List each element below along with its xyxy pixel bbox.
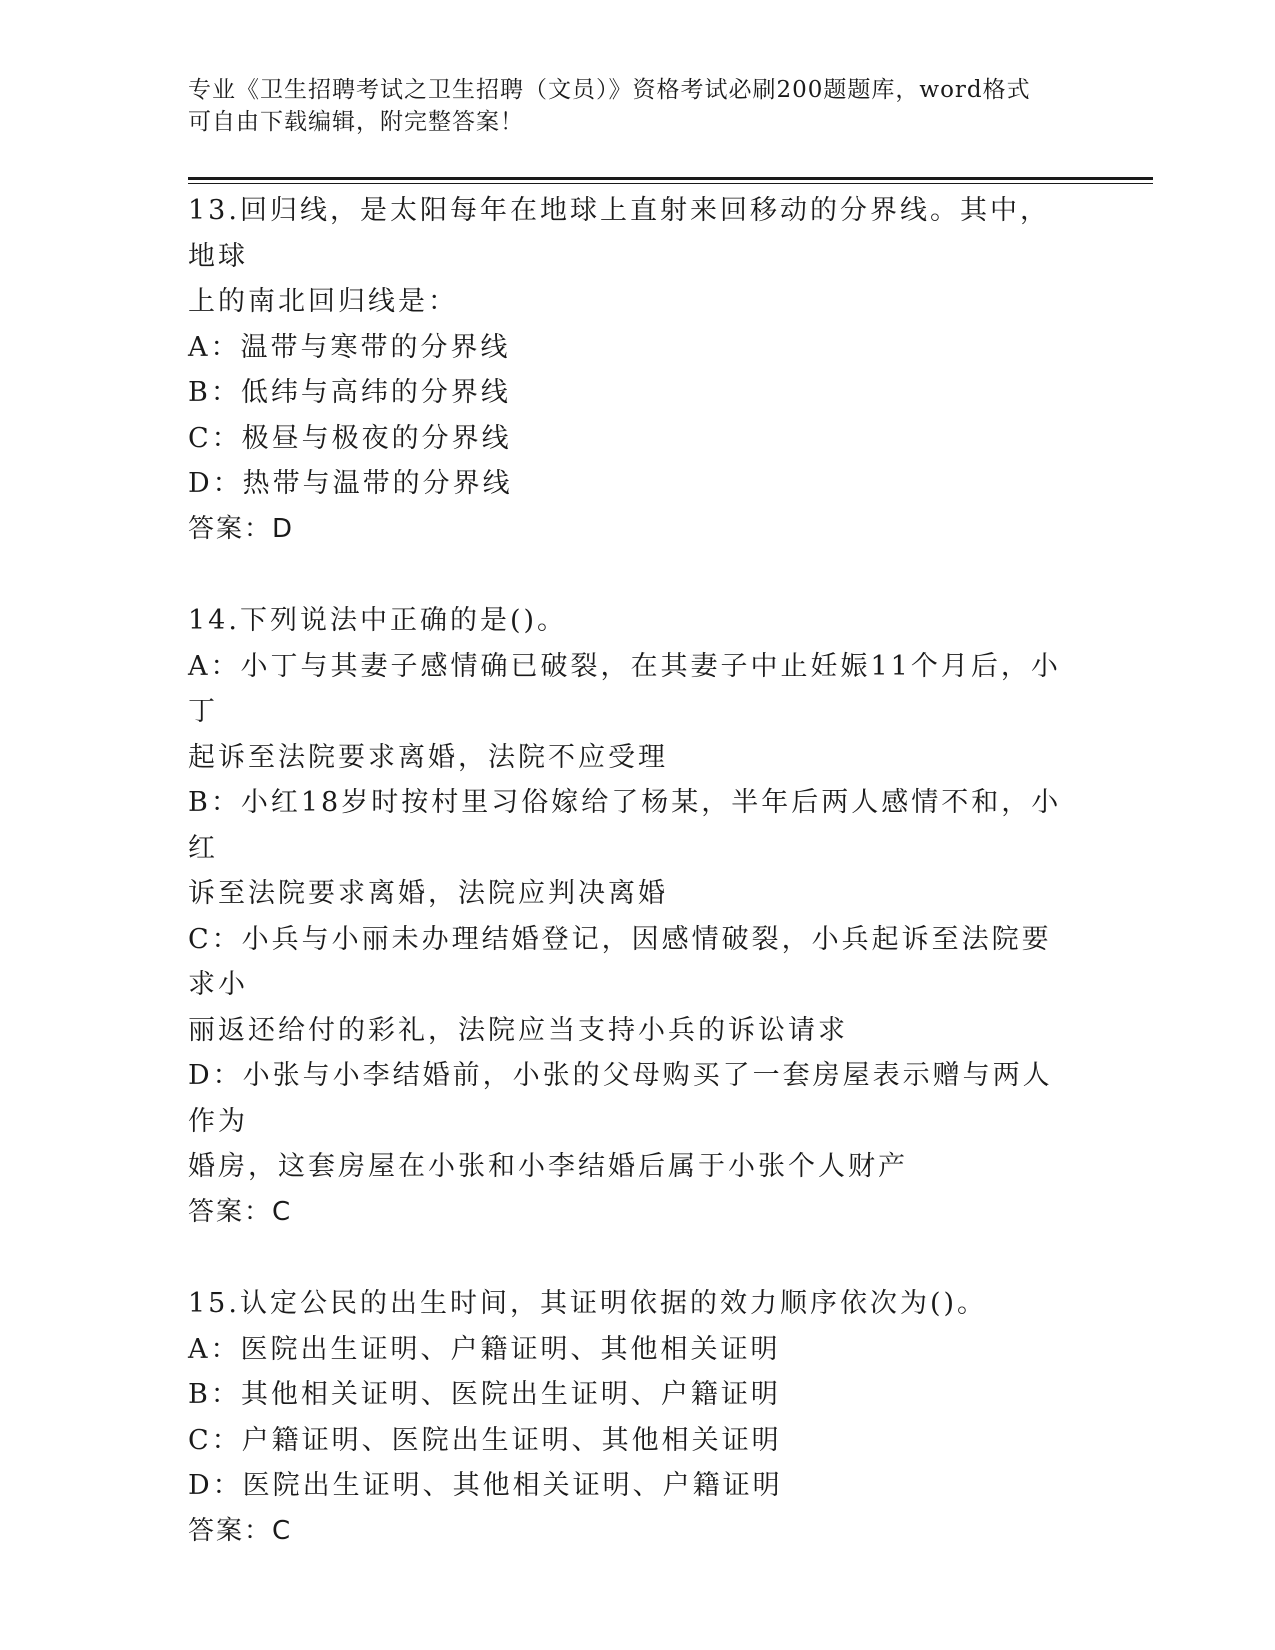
option-b: B：其他相关证明、医院出生证明、户籍证明 — [188, 1379, 781, 1410]
question-15 — [188, 1281, 1078, 1554]
answer-line: 答案：D — [188, 513, 295, 544]
question-list — [188, 188, 1078, 1600]
question-14 — [188, 598, 1078, 1235]
option-a: A：医院出生证明、户籍证明、其他相关证明 — [188, 1333, 781, 1365]
option-a: A：小丁与其妻子感情确已破裂，在其妻子中止妊娠11个月后，小丁 — [188, 650, 1061, 727]
option-b: B：低纬与高纬的分界线 — [188, 377, 511, 408]
question-13 — [188, 188, 1078, 552]
option-c: C：小兵与小丽未办理结婚登记，因感情破裂，小兵起诉至法院要求小 — [188, 923, 1052, 1000]
question-stem-line: 15.认定公民的出生时间，其证明依据的效力顺序依次为()。 — [188, 1288, 988, 1319]
header-divider-thick — [188, 177, 1153, 180]
question-stem-line: 13.回归线，是太阳每年在地球上直射来回移动的分界线。其中，地球 — [188, 195, 1050, 272]
option-b-continued: 诉至法院要求离婚，法院应判决离婚 — [188, 878, 668, 909]
option-a-continued: 起诉至法院要求离婚，法院不应受理 — [188, 741, 668, 773]
question-stem-line: 14.下列说法中正确的是()。 — [188, 605, 568, 636]
question-stem-line: 上的南北回归线是： — [188, 286, 458, 317]
option-c: C：户籍证明、医院出生证明、其他相关证明 — [188, 1424, 782, 1456]
answer-line: 答案：C — [188, 1515, 293, 1546]
option-c-continued: 丽返还给付的彩礼，法院应当支持小兵的诉讼请求 — [188, 1014, 848, 1046]
option-b: B：小红18岁时按村里习俗嫁给了杨某，半年后两人感情不和，小红 — [188, 787, 1062, 864]
header-line-2: 可自由下载编辑，附完整答案！ — [188, 109, 524, 135]
option-d: D：医院出生证明、其他相关证明、户籍证明 — [188, 1470, 783, 1501]
header-divider-thin — [188, 183, 1153, 184]
header-line-1: 专业《卫生招聘考试之卫生招聘（文员）》资格考试必刷200题题库，word格式 — [188, 77, 1031, 103]
option-d: D：小张与小李结婚前，小张的父母购买了一套房屋表示赠与两人作为 — [188, 1060, 1053, 1137]
option-c: C：极昼与极夜的分界线 — [188, 422, 512, 454]
option-d: D：热带与温带的分界线 — [188, 468, 513, 499]
option-a: A：温带与寒带的分界线 — [188, 331, 511, 363]
option-d-continued: 婚房，这套房屋在小张和小李结婚后属于小张个人财产 — [188, 1151, 908, 1182]
document-header — [188, 74, 1068, 138]
answer-line: 答案：C — [188, 1196, 293, 1227]
